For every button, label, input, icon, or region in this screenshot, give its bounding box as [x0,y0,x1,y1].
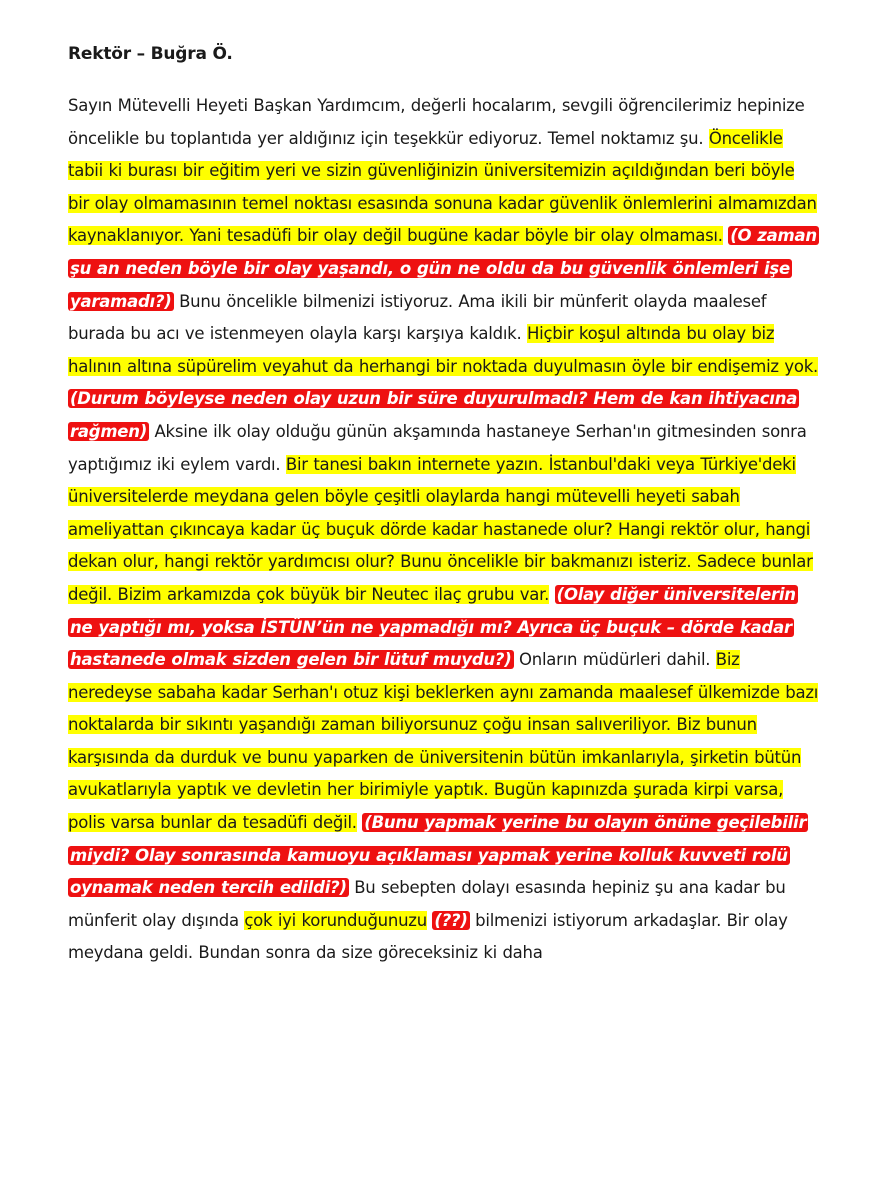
yellow-highlight-segment: Biz neredeyse sabaha kadar Serhan'ı otuz kişi beklerken aynı zamanda maalesef ülkemizde bazı noktalarda bir sıkıntı yaşandığı zaman biliyorsunuz çoğu insan salıveriliyor. Biz bunun karşısında da durduk ve bunu yaparken de üniversitenin bütün imkanlarıyla, şirketin bütün avukatlarıyla yaptık ve devletin her birimiyle yaptık. Bugün kapınızda şurada kirpi varsa, polis varsa bunlar da tesadüfi değil. [68,650,819,833]
red-comment-segment: (Bunu yapmak yerine bu olayın önüne geçilebilir miydi? Olay sonrasında kamuoyu açıklaması yapmak yerine kolluk kuvveti rolü oynamak neden tercih edildi?) [70,813,807,898]
yellow-highlight-segment: Bir tanesi bakın internete yazın. İstanbul'daki veya Türkiye'deki üniversitelerde meydana gelen böyle çeşitli olaylarda hangi mütevelli heyeti sabah ameliyattan çıkıncaya kadar üç buçuk dörde kadar hastanede olur? Hangi rektör olur, hangi dekan olur, hangi rektör yardımcısı olur? Bunu öncelikle bir bakmanızı isteriz. Sadece bunlar değil. Bizim arkamızda çok büyük bir Neutec ilaç grubu var. [68,454,813,604]
plain-text-segment: Aksine ilk olay olduğu günün akşamında hastaneye Serhan'ın gitmesinden sonra yaptığımız iki eylem vardı. [68,421,807,474]
transcript-paragraph [68,90,820,970]
plain-text-segment: Onların müdürleri dahil. [513,650,716,670]
plain-text-segment: Bunu öncelikle bilmenizi istiyoruz. Ama ikili bir münferit olayda maalesef burada bu acı ve istenmeyen olayla karşı karşıya kaldık. [68,291,767,344]
red-comment-segment: (Durum böyleyse neden olay uzun bir süre duyurulmadı? Hem de kan ihtiyacına rağmen) [70,389,798,441]
plain-text-segment: Sayın Mütevelli Heyeti Başkan Yardımcım, değerli hocalarım, sevgili öğrencilerimiz hepinize öncelikle bu toplantıda yer aldığınız için teşekkür ediyoruz. Temel noktamız şu. [68,96,805,148]
plain-text-segment: Bu sebepten dolayı esasında hepiniz şu ana kadar bu münferit olay dışında [68,878,786,930]
plain-text-segment [549,585,555,604]
document-title: Rektör – Buğra Ö. [68,44,233,64]
red-comment-segment: (??) [434,910,468,930]
red-comment-segment: (Olay diğer üniversitelerin ne yaptığı mı, yoksa İSTÜN’ün ne yapmadığı mı? Ayrıca üç buçuk – dörde kadar hastanede olmak sizden gelen bir lütuf muydu?) [70,584,796,670]
yellow-highlight-segment: çok iyi korunduğunuzu [244,910,427,930]
document-page [68,44,820,970]
yellow-highlight-segment: Öncelikle tabii ki burası bir eğitim yeri ve sizin güvenliğinizin üniversitemizin açıldığından beri böyle bir olay olmamasının temel noktası esasında sonuna kadar güvenlik önlemlerini almamızdan kaynaklanıyor. Yani tesadüfi bir olay değil bugüne kadar böyle bir olay olmaması. [68,128,817,246]
plain-text-segment: bilmenizi istiyorum arkadaşlar. Bir olay meydana geldi. Bundan sonra da size göreceksiniz ki daha [68,910,788,963]
yellow-highlight-segment: Hiçbir koşul altında bu olay biz halının altına süpürelim veyahut da herhangi bir noktada duyulmasın öyle bir endişemiz yok. [68,324,818,376]
red-comment-segment: (O zaman şu an neden böyle bir olay yaşandı, o gün ne oldu da bu güvenlik önlemleri işe yaramadı?) [70,226,817,311]
